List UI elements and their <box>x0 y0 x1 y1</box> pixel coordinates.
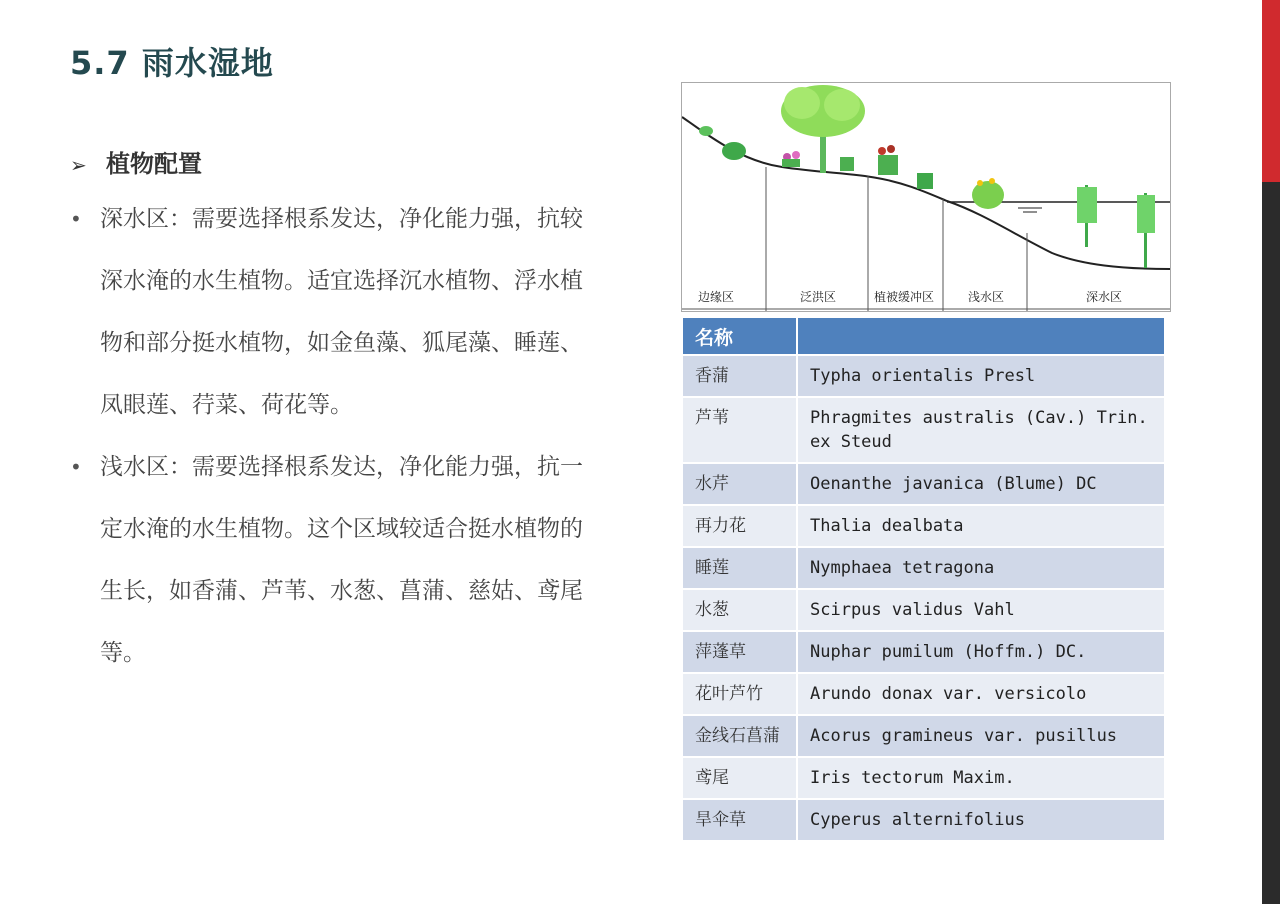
shrub-icon <box>699 126 713 136</box>
table-row <box>683 673 1165 715</box>
bullet-deep-water <box>70 188 600 436</box>
flower-icon <box>878 145 898 175</box>
table-row <box>683 547 1165 589</box>
plant-cn-name: 水葱 <box>683 589 797 631</box>
tall-reed-icon <box>1137 193 1155 268</box>
plant-latin-name: Phragmites australis (Cav.) Trin. ex Steud <box>797 397 1165 463</box>
subheading-text: 植物配置 <box>106 150 202 178</box>
wetland-section-svg <box>682 83 1170 311</box>
table-row <box>683 631 1165 673</box>
table-row <box>683 715 1165 757</box>
plant-cn-name: 鸢尾 <box>683 757 797 799</box>
plant-cn-name: 花叶芦竹 <box>683 673 797 715</box>
header-latin <box>797 318 1165 355</box>
plant-latin-name: Thalia dealbata <box>797 505 1165 547</box>
plant-latin-name: Acorus gramineus var. pusillus <box>797 715 1165 757</box>
shrub-icon <box>722 142 746 160</box>
table-header-row <box>683 318 1165 355</box>
plant-latin-name: Nuphar pumilum (Hoffm.) DC. <box>797 631 1165 673</box>
tall-reed-icon <box>1077 185 1097 247</box>
table-row <box>683 397 1165 463</box>
wetland-section-diagram <box>681 82 1171 312</box>
reed-icon <box>972 178 1004 209</box>
plant-cn-name: 睡莲 <box>683 547 797 589</box>
subheading <box>70 144 202 179</box>
plant-latin-name: Scirpus validus Vahl <box>797 589 1165 631</box>
bullet-shallow-water <box>70 436 600 684</box>
accent-bar-red <box>1262 0 1280 182</box>
accent-bar-dark <box>1262 182 1280 904</box>
plant-latin-name: Cyperus alternifolius <box>797 799 1165 840</box>
plant-cn-name: 金线石菖蒲 <box>683 715 797 757</box>
table-row <box>683 463 1165 505</box>
plant-cn-name: 旱伞草 <box>683 799 797 840</box>
plant-cn-name: 香蒲 <box>683 355 797 397</box>
table-row <box>683 505 1165 547</box>
plant-cn-name: 水芹 <box>683 463 797 505</box>
zone-label: 浅水区 <box>968 290 1005 304</box>
flower-icon <box>782 151 800 167</box>
plant-latin-name: Iris tectorum Maxim. <box>797 757 1165 799</box>
fern-icon <box>917 173 933 189</box>
plant-latin-name: Nymphaea tetragona <box>797 547 1165 589</box>
header-name: 名称 <box>683 318 797 355</box>
bullet-text: 浅水区：需要选择根系发达，净化能力强，抗一定水淹的水生植物。这个区域较适合挺水植物的生长，如香蒲、芦苇、水葱、菖蒲、慈姑、鸢尾等。 <box>100 454 583 666</box>
arrow-bullet-icon: ➢ <box>70 153 87 177</box>
grass-icon <box>840 157 854 171</box>
slide-title: 5.7 雨水湿地 <box>70 44 274 82</box>
plant-latin-name: Oenanthe javanica (Blume) DC <box>797 463 1165 505</box>
table-row <box>683 355 1165 397</box>
bullet-text: 深水区：需要选择根系发达，净化能力强，抗较深水淹的水生植物。适宜选择沉水植物、浮水植物和部分挺水植物，如金鱼藻、狐尾藻、睡莲、凤眼莲、荇菜、荷花等。 <box>100 206 583 418</box>
plant-cn-name: 萍蓬草 <box>683 631 797 673</box>
table-row <box>683 799 1165 840</box>
zone-label: 泛洪区 <box>800 290 837 304</box>
table-row <box>683 589 1165 631</box>
zone-label: 深水区 <box>1086 290 1123 304</box>
plant-latin-name: Arundo donax var. versicolo <box>797 673 1165 715</box>
plant-latin-name: Typha orientalis Presl <box>797 355 1165 397</box>
table-row <box>683 757 1165 799</box>
plant-cn-name: 再力花 <box>683 505 797 547</box>
bullet-dot-icon: • <box>70 207 82 231</box>
plant-table <box>683 318 1166 840</box>
zone-label: 边缘区 <box>698 290 735 304</box>
zone-label: 植被缓冲区 <box>874 290 935 304</box>
plant-cn-name: 芦苇 <box>683 397 797 463</box>
bullet-dot-icon: • <box>70 455 82 479</box>
